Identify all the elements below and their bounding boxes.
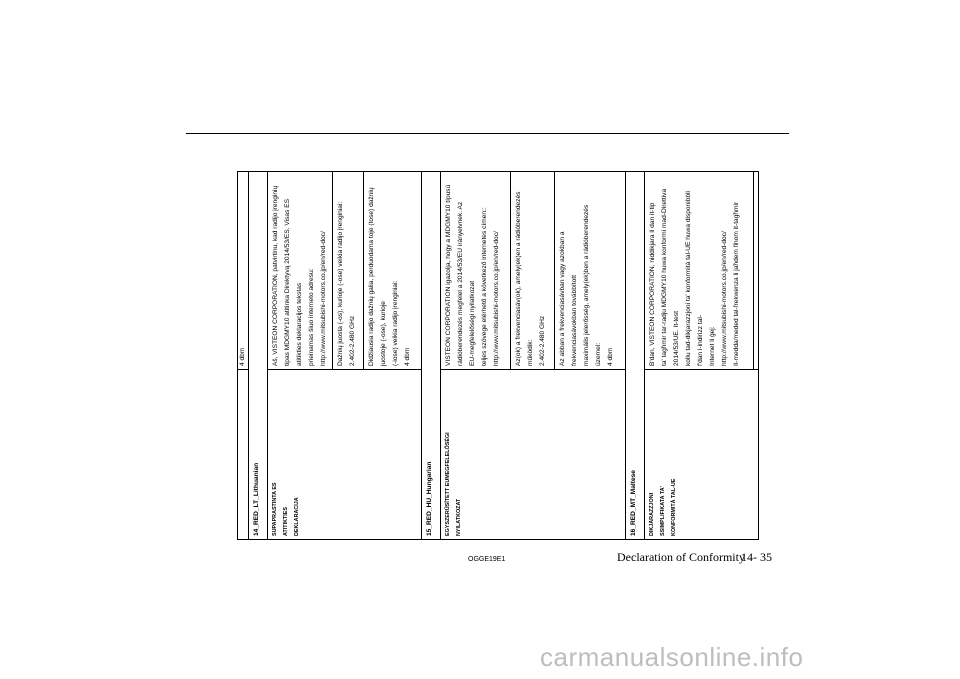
hu-url: http://www.mitsubishi-motors.co.jp/en/red-doc/ bbox=[492, 231, 500, 366]
top-rule bbox=[186, 133, 789, 134]
section-title-lt: 14_RED_LT_Lithuanian bbox=[249, 172, 268, 540]
lt-text-line: atitikties deklaracijos tekstas bbox=[296, 282, 303, 366]
lt-label-line-2: ATITIKTIES bbox=[283, 507, 289, 536]
mt-text-line: Internet li ġej: bbox=[708, 326, 716, 366]
chapter-title: Declaration of Conformity bbox=[617, 550, 745, 564]
mt-text-line: 2014/53/UE. It-test bbox=[672, 311, 680, 366]
lt-text-line: (-iose) veikia radijo įrenginiai: bbox=[392, 280, 400, 366]
mt-text-line: Il-medda/meded tal-frekwenza li jaħdem fihom it-tagħmir bbox=[732, 201, 740, 366]
lt-text-line: Aš, VISTEON CORPORATION, patvirtinu, kad radijo įrenginių bbox=[272, 185, 279, 366]
lt-label-cell bbox=[268, 370, 422, 540]
lt-text-line: prieinamas šiuo interneto adresu: bbox=[308, 268, 315, 366]
hu-text-line: maximális jelerősség, amely(ek)ben a rádióberendezés bbox=[583, 204, 591, 366]
hu-label-cell bbox=[440, 370, 625, 540]
page-number: 14- 35 bbox=[741, 550, 772, 564]
lt-block-declaration bbox=[268, 172, 333, 370]
hu-block-frequency bbox=[511, 172, 555, 370]
mt-text-line: kollu tad-dikjarazzjoni ta' konformità tal-UE huwa disponibbli bbox=[684, 191, 692, 366]
mt-label-line-2: SSIMPLIFIKATA TA' bbox=[659, 486, 666, 536]
hu-text-line: működik: bbox=[527, 339, 535, 366]
hu-frequency-value: 2.402-2.480 GHz bbox=[539, 315, 547, 366]
hu-text-line: Az(ok) a frekvenciasáv(ok), amely(ek)en a rádióberendezés bbox=[515, 191, 523, 366]
section-title-hu: 15_RED_HU_Hungarian bbox=[421, 172, 440, 540]
hu-text-line: teljes szövege elérhető a következő internetes címen:: bbox=[480, 207, 488, 366]
mt-url: http://www.mitsubishi-motors.co.jp/en/red-doc/ bbox=[720, 231, 728, 366]
hu-label-line-2: NYILATKOZAT bbox=[455, 498, 462, 536]
mt-block-declaration bbox=[644, 172, 753, 370]
hu-text-line: üzemel: bbox=[595, 342, 603, 366]
watermark: carmanualsonline.info bbox=[540, 642, 804, 672]
lt-text-line: juostoje (-ose), kurioje bbox=[380, 301, 388, 366]
mt-label-line-3: KONFORMITÀ TAL-UE bbox=[670, 478, 677, 536]
lt-label-line-3: DEKLARACIJA bbox=[294, 497, 300, 536]
hu-text-line: Az abban a frekvenciasávban vagy azokban a bbox=[559, 231, 567, 366]
lt-header-value: 4 dbm bbox=[238, 172, 249, 370]
lt-url: http://www.mitsubishi-motors.co.jp/en/red-doc/ bbox=[320, 231, 327, 366]
mt-continuation-cell bbox=[754, 172, 759, 370]
mt-label-cell bbox=[644, 370, 758, 540]
document-code: OGGE19E1 bbox=[468, 556, 506, 563]
hu-label-line-1: EGYSZERŰSÍTETT EUMEGFELELŐSÉGI bbox=[444, 432, 451, 536]
hu-power-value: 4 dbm bbox=[607, 347, 615, 366]
lt-power-value: 4 dbm bbox=[404, 347, 412, 366]
hu-text-line: rádióberendezés megfelel a 2014/53/EU irányelvnek. Az bbox=[456, 201, 464, 366]
mt-text-line: B'dan, VISTEON CORPORATION, niddikjara li dan it-tip bbox=[648, 202, 656, 366]
mt-label-line-1: DIKJARAZZJONI bbox=[648, 492, 655, 536]
lt-block-frequency bbox=[333, 172, 364, 370]
section-title-mt: 16_RED_MT_Maltese bbox=[625, 172, 644, 540]
hu-block-power bbox=[555, 172, 625, 370]
hu-text-line: EU-megfelelőségi nyilatkozat bbox=[468, 280, 476, 366]
lt-block-power bbox=[364, 172, 421, 370]
lt-text-line: Didžiausia radijo dažnių galia, perduodama toje (tose) dažnių bbox=[368, 187, 376, 366]
mt-text-line: ta' tagħmir tar-radju MDGMY10 huwa konformi mad-Direttiva bbox=[660, 188, 668, 366]
mt-text-line: f'dan l-indirizz tal- bbox=[696, 314, 704, 366]
lt-text-line: tipas MDGMY10 atitinka Direktyvą 2014/53/ES. Visas ES bbox=[284, 199, 291, 366]
declaration-table bbox=[237, 171, 759, 540]
lt-header-blank bbox=[238, 370, 249, 540]
hu-text-line: frekvenciasávokban továbbított bbox=[571, 275, 579, 366]
lt-frequency-value: 2.402-2.480 GHz bbox=[349, 315, 356, 366]
lt-text-line: Dažnių juosta (-os), kurioje (-ose) veikia radijo įrenginiai: bbox=[337, 201, 344, 366]
hu-text-line: VISTEON CORPORATION igazolja, hogy a MDGMY10 típusú bbox=[444, 184, 452, 366]
declaration-table-rotated bbox=[237, 172, 759, 540]
hu-block-declaration bbox=[440, 172, 510, 370]
lt-label-line-1: SUPAPRASTINTA ES bbox=[272, 482, 278, 536]
